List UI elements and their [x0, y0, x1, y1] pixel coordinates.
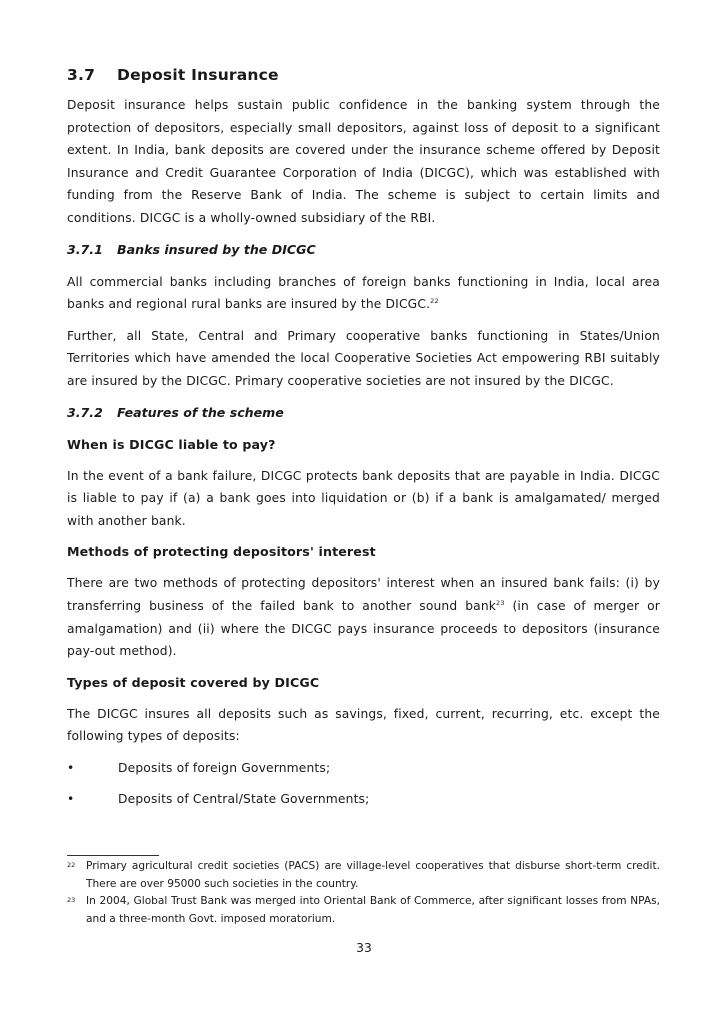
footnote-text: In 2004, Global Trust Bank was merged into Oriental Bank of Commerce, after significant losses from NPAs, and a three-month Govt. imposed moratorium.	[86, 895, 660, 925]
methods-heading: Methods of protecting depositors' interest	[67, 544, 376, 560]
intro-paragraph: Deposit insurance helps sustain public confidence in the banking system through the protection of depositors, especially small depositors, against loss of deposit to a significant extent. In India, bank deposits are covered under the insurance scheme offered by Deposit Insurance and Credit Guarantee Corporation of India (DICGC), which was established with funding from the Reserve Bank of India. The scheme is subject to certain limits and conditions. DICGC is a wholly-owned subsidiary of the RBI.	[67, 98, 660, 225]
subsection-heading-banks-insured	[67, 239, 660, 261]
subsection-heading-features	[67, 402, 660, 424]
footnote-text: Primary agricultural credit societies (PACS) are village-level cooperatives that disburse short-term credit. There are over 95000 such societies in the country.	[86, 860, 660, 890]
types-paragraph: The DICGC insures all deposits such as savings, fixed, current, recurring, etc. except the following types of deposits:	[67, 706, 660, 744]
section-heading	[67, 66, 660, 84]
bullet-icon: •	[67, 760, 75, 775]
page-body	[67, 66, 660, 819]
banks-insured-text: All commercial banks including branches of foreign banks functioning in India, local area banks and regional rural banks are insured by the DICGC.	[67, 274, 660, 312]
footnote-23	[67, 893, 660, 928]
excluded-deposits-list	[67, 757, 660, 810]
section-number: 3.7	[67, 66, 96, 84]
footnotes	[67, 858, 660, 928]
footnote-number: 23	[67, 896, 76, 904]
section-title: Deposit Insurance	[117, 66, 279, 84]
list-item	[67, 757, 660, 779]
liable-paragraph: In the event of a bank failure, DICGC protects bank deposits that are payable in India. DICGC is liable to pay if (a) a bank goes into liquidation or (b) if a bank is amalgamated/ merged with another bank.	[67, 468, 660, 528]
footnote-22	[67, 858, 660, 893]
page-number: 33	[356, 941, 372, 955]
footnote-divider	[67, 855, 159, 856]
methods-text-b: (in case of merger or amalgamation) and (ii) where the DICGC pays insurance proceeds to depositors (insurance pay-out method).	[67, 598, 660, 659]
subsection-title: Features of the scheme	[117, 404, 284, 420]
list-item	[67, 788, 660, 810]
types-heading: Types of deposit covered by DICGC	[67, 674, 320, 690]
list-item-text: Deposits of foreign Governments;	[118, 760, 331, 775]
subsection-title: Banks insured by the DICGC	[117, 241, 316, 257]
footnote-ref-22[interactable]: 22	[430, 297, 439, 306]
bullet-icon: •	[67, 791, 75, 806]
footnote-number: 22	[67, 861, 76, 869]
methods-paragraph	[67, 572, 660, 662]
subsection-number: 3.7.1	[67, 241, 103, 257]
banks-insured-paragraph	[67, 271, 660, 316]
methods-text-a: There are two methods of protecting depositors' interest when an insured bank fails: (i) by transferring business of the failed bank to another sound bank	[67, 576, 660, 613]
cooperative-banks-paragraph: Further, all State, Central and Primary cooperative banks functioning in States/Union Territories which have amended the local Cooperative Societies Act empowering RBI suitably are insured by the DICGC. Primary cooperative societies are not insured by the DICGC.	[67, 328, 660, 388]
liable-heading: When is DICGC liable to pay?	[67, 436, 276, 452]
footnote-ref-23[interactable]: 23	[496, 598, 505, 607]
list-item-text: Deposits of Central/State Governments;	[118, 791, 370, 806]
subsection-number: 3.7.2	[67, 404, 103, 420]
